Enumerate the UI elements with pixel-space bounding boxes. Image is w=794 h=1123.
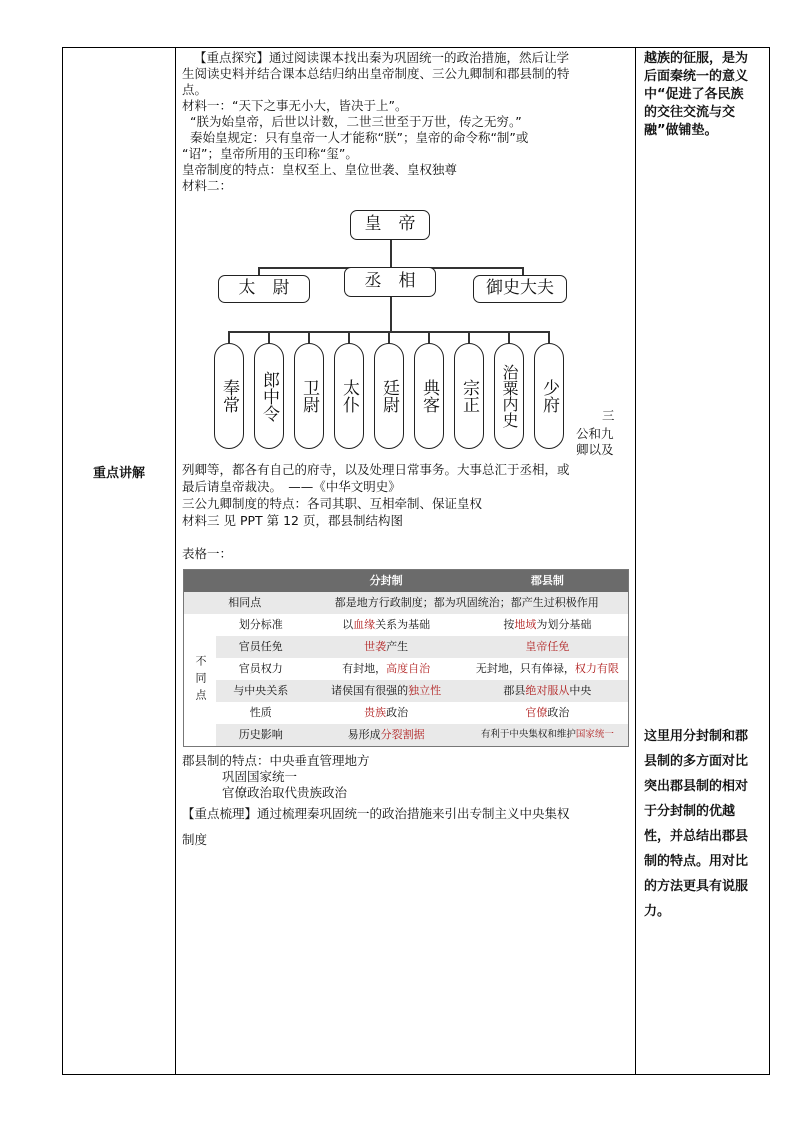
connector xyxy=(308,331,310,343)
nine-minister-box: 郎中令 xyxy=(254,343,284,449)
side-fragment: 三 xyxy=(602,408,615,423)
column-divider-1 xyxy=(175,48,176,1074)
table-header-row xyxy=(184,570,628,592)
taiwei-box: 太 尉 xyxy=(218,275,310,303)
side-note-line: 融”做铺垫。 xyxy=(644,123,718,138)
summary-line-2: 制度 xyxy=(182,832,208,847)
connector xyxy=(348,331,350,343)
side-note-bottom xyxy=(644,724,768,924)
row-label: 相同点 xyxy=(228,596,262,609)
row-label: 与中央关系 xyxy=(233,684,289,697)
section-label: 重点讲解 xyxy=(92,466,145,481)
material1-line-4: “诏”；皇帝所用的玉印称“玺”。 xyxy=(182,146,358,161)
junxian-feature-3: 官僚政治取代贵族政治 xyxy=(222,785,348,800)
table-row: 官员权力 有封地，高度自治 无封地，只有俸禄，权力有限 xyxy=(216,658,628,680)
nine-minister-box: 卫尉 xyxy=(294,343,324,449)
row-label: 历史影响 xyxy=(238,728,283,741)
connector xyxy=(390,297,392,331)
material1-line-3: 秦始皇规定：只有皇帝一人才能称“朕”；皇帝的命令称“制”或 xyxy=(190,130,529,145)
row-label: 性质 xyxy=(249,706,272,719)
chancellor-box: 丞 相 xyxy=(344,267,436,297)
connector xyxy=(548,331,550,343)
table-row: 性质 贵族政治 官僚政治 xyxy=(216,702,628,724)
intro-line-2: 生阅读史料并结合课本总结归纳出皇帝制度、三公九卿制和郡县制的特 xyxy=(182,66,570,81)
side-note-line: 的交往交流与交 xyxy=(644,105,736,120)
junxian-feature-2: 巩固国家统一 xyxy=(222,769,298,784)
side-note-top xyxy=(644,50,768,140)
side-note-line: 于分封制的优越 xyxy=(644,804,736,819)
material1-line-1: 材料一：“天下之事无小大，皆决于上”。 xyxy=(182,98,408,113)
side-note-line: 中“促进了各民族 xyxy=(644,87,744,102)
table-row: 官员任免 世袭产生 皇帝任免 xyxy=(216,636,628,658)
same-value: 都是地方行政制度；都为巩固统治；都产生过积极作用 xyxy=(334,596,599,609)
side-note-line: 县制的多方面对比 xyxy=(644,754,749,769)
connector xyxy=(508,331,510,343)
connector xyxy=(228,331,230,343)
connector xyxy=(468,331,470,343)
row-label: 官员权力 xyxy=(238,662,283,675)
nine-minister-box: 奉常 xyxy=(214,343,244,449)
row-label: 官员任免 xyxy=(238,640,283,653)
table-row: 划分标准 以血缘关系为基础 按地域为划分基础 xyxy=(216,614,628,636)
emperor-box: 皇 帝 xyxy=(350,210,430,240)
column-divider-2 xyxy=(635,48,636,1074)
connector xyxy=(388,331,390,343)
side-note-line: 制的特点。用对比 xyxy=(644,854,749,869)
intro-line-3: 点。 xyxy=(182,82,208,97)
lesson-table xyxy=(62,47,770,1075)
comparison-table xyxy=(183,569,629,747)
material1-line-2: “朕为始皇帝，后世以计数，二世三世至于万世，传之无穷。” xyxy=(190,114,522,129)
material2-label: 材料二： xyxy=(182,178,233,193)
diff-label: 不同点 xyxy=(194,654,207,706)
table-row xyxy=(184,592,628,614)
table-row: 与中央关系 诸侯国有很强的独立性 郡县绝对服从中央 xyxy=(216,680,628,702)
table-label: 表格一： xyxy=(182,546,233,561)
nine-minister-box: 廷尉 xyxy=(374,343,404,449)
after-chart-line-2: 最后请皇帝裁决。 ——《中华文明史》 xyxy=(182,479,401,494)
after-chart-line-1: 列卿等，都各有自己的府寺，以及处理日常事务。大事总汇于丞相，或 xyxy=(182,462,570,477)
main-content xyxy=(182,48,632,847)
side-note-line: 后面秦统一的意义 xyxy=(644,69,749,84)
connector xyxy=(390,239,392,267)
connector xyxy=(428,331,430,343)
nine-minister-box: 少府 xyxy=(534,343,564,449)
intro-line-1: 【重点探究】通过阅读课本找出秦为巩固统一的政治措施，然后让学 xyxy=(194,50,570,65)
nine-minister-box: 太仆 xyxy=(334,343,364,449)
side-note-line: 突出郡县制的相对 xyxy=(644,779,749,794)
summary-line-1: 【重点梳理】通过梳理秦巩固统一的政治措施来引出专制主义中央集权 xyxy=(182,806,570,821)
material3-line: 材料三 见 PPT 第 12 页，郡县制结构图 xyxy=(182,513,403,528)
header-fenfeng: 分封制 xyxy=(369,574,403,587)
emperor-system-feature: 皇帝制度的特点：皇权至上、皇位世袭、皇权独尊 xyxy=(182,162,458,177)
junxian-feature-title: 郡县制的特点：中央垂直管理地方 xyxy=(182,753,370,768)
three-nine-feature: 三公九卿制度的特点：各司其职、互相牵制、保证皇权 xyxy=(182,496,483,511)
org-chart xyxy=(212,213,572,451)
nine-minister-box: 典客 xyxy=(414,343,444,449)
side-note-line: 越族的征服，是为 xyxy=(644,51,749,66)
nine-minister-box: 治粟内史 xyxy=(494,343,524,449)
header-junxian: 郡县制 xyxy=(530,574,564,587)
side-note-line: 这里用分封制和郡 xyxy=(644,729,749,744)
side-note-line: 性，并总结出郡县 xyxy=(644,829,749,844)
side-fragment: 公和九 xyxy=(576,426,614,441)
side-note-line: 的方法更具有说服 xyxy=(644,879,749,894)
nine-minister-box: 宗正 xyxy=(454,343,484,449)
side-note-line: 力。 xyxy=(644,904,671,919)
side-fragment: 卿以及 xyxy=(576,442,614,457)
row-label: 划分标准 xyxy=(238,618,283,631)
yushi-box: 御史大夫 xyxy=(473,275,567,303)
connector xyxy=(268,331,270,343)
table-row: 历史影响 易形成分裂割据 有利于中央集权和维护国家统一 xyxy=(216,724,628,746)
